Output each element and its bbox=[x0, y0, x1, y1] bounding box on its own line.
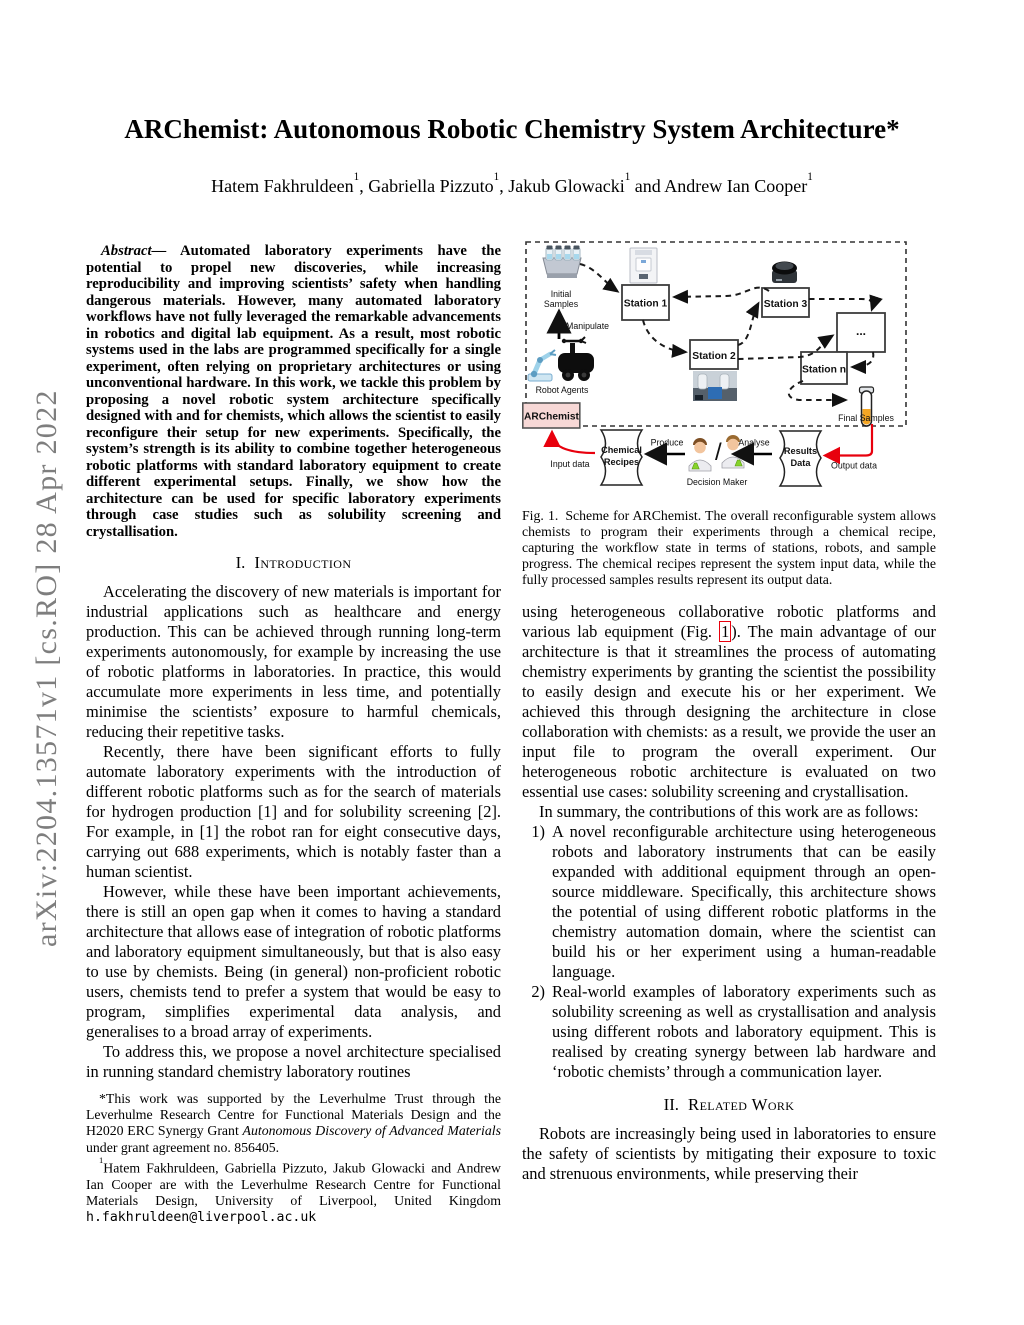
author-name: Gabriella Pizzuto bbox=[368, 176, 494, 196]
results-data-label: Results bbox=[783, 446, 818, 456]
results-data-scroll bbox=[780, 431, 821, 486]
paragraph: Recently, there have been significant efforts to fully automate laboratory experiments with the introduction of different robotic platforms such as for the search of materials for hydrogen production [1] and for solubility screening [2]. For example, in [1] the robot ran for eight consecutive days, carrying out 688 experiments, which is notably faster than a human scientist. bbox=[86, 742, 501, 881]
station-n-label: Station n bbox=[801, 364, 847, 376]
paragraph-text: using heterogeneous collaborative robotic platforms and various lab equipment (Fig. bbox=[522, 601, 936, 641]
initial-samples-label: Samples bbox=[543, 299, 579, 309]
author-affiliation-mark: 1 bbox=[807, 170, 813, 183]
paragraph-text: ). The main advantage of our architecture is that it streamlines the process of automating chemistry experiments by granting the scientist the possibility to easily design and execute his or her experiment. We achieved this through designing the architecture in close collaboration with chemists: as a result, we provide the user an input file to program the overall experiment. Our heterogeneous robotic architecture is evaluated on two essential use cases: solubility screening and crystallisation. bbox=[522, 621, 936, 801]
analyse-label: Analyse bbox=[738, 437, 770, 448]
caption-text: Scheme for ARChemist. The overall reconfigurable system allows chemists to program their experiments through a chemical recipe, capturing the workflow state in terms of stations, robots, and sample progress. The chemical recipes represent the system input data, while the fully processed samples results represent its output data. bbox=[522, 508, 937, 587]
left-column bbox=[86, 243, 501, 1226]
section-label: Related Work bbox=[687, 1094, 795, 1114]
author-separator: , bbox=[359, 176, 369, 196]
footnote-text: Hatem Fakhruldeen, Gabriella Pizzuto, Jakub Glowacki and Andrew Ian Cooper are with the Leverhulme Research Centre for Functional Materials Design, University of Liverpool, United Kingdom bbox=[86, 1160, 501, 1208]
chemical-recipes-label: Recipes bbox=[603, 457, 640, 467]
contributions-list bbox=[522, 822, 936, 1082]
contact-email: h.fakhruldeen@liverpool.ac.uk bbox=[86, 1210, 317, 1226]
section-heading-introduction bbox=[86, 553, 501, 573]
right-column bbox=[522, 240, 936, 1184]
list-item bbox=[522, 982, 936, 1082]
author-name: Andrew Ian Cooper bbox=[664, 176, 808, 196]
chemical-recipes-scroll bbox=[601, 430, 642, 485]
manipulate-label: Manipulate bbox=[566, 321, 610, 331]
arxiv-watermark: arXiv:2204.13571v1 [cs.RO] 28 Apr 2022 bbox=[30, 389, 63, 947]
flow-station3-to-station1 bbox=[675, 288, 769, 297]
initial-samples-label: Initial bbox=[550, 289, 572, 299]
flow-samples-to-station1 bbox=[580, 264, 617, 291]
caption-lead: Fig. 1. bbox=[522, 508, 559, 523]
author-affiliation-mark: 1 bbox=[353, 170, 360, 183]
abstract-lead: Abstract— bbox=[101, 243, 167, 259]
grant-title: Autonomous Discovery of Advanced Materials bbox=[242, 1123, 501, 1139]
list-item-text: Real-world examples of laboratory experiments such as solubility screening as well as crystallisation and analysis using different robots and laboratory equipment. This is realised by creating synergy between lab hardware and ‘robotic chemists’ through a communication layer. bbox=[552, 981, 936, 1081]
author-name: Hatem Fakhruldeen bbox=[211, 176, 354, 196]
station1-device-icon bbox=[630, 248, 657, 283]
list-item-number: 2) bbox=[531, 981, 545, 1001]
section-label: Introduction bbox=[254, 553, 352, 572]
flow-station2-to-station3 bbox=[738, 304, 758, 345]
archemist-label: ARChemist bbox=[524, 411, 579, 423]
final-samples-label: Final Samples bbox=[838, 413, 894, 423]
paragraph: In summary, the contributions of this work are as follows: bbox=[539, 801, 919, 821]
input-data-label: Input data bbox=[550, 459, 590, 469]
output-data-arrow bbox=[827, 424, 872, 456]
station2-photo bbox=[693, 371, 737, 401]
author-affiliation-mark: 1 bbox=[493, 170, 500, 183]
produce-label: Produce bbox=[650, 437, 684, 448]
paper-title: ARChemist: Autonomous Robotic Chemistry System Architecture* bbox=[124, 114, 900, 144]
decision-maker-icon bbox=[689, 435, 744, 471]
robot-arm-icon bbox=[528, 350, 556, 381]
list-item bbox=[522, 822, 936, 982]
section-number: I. bbox=[235, 553, 246, 572]
station-ellipsis-label: ... bbox=[855, 324, 867, 338]
footnote-block bbox=[86, 1091, 501, 1226]
station-1-label: Station 1 bbox=[623, 298, 668, 310]
funding-footnote bbox=[86, 1091, 501, 1156]
robot-agents-label: Robot Agents bbox=[535, 385, 589, 395]
section-number: II. bbox=[663, 1094, 679, 1114]
author-affiliation-mark: 1 bbox=[624, 170, 631, 183]
author-separator: , bbox=[499, 176, 509, 196]
author-separator: and bbox=[630, 176, 665, 196]
output-data-label: Output data bbox=[831, 460, 877, 471]
figure-1-caption bbox=[522, 508, 936, 588]
paragraph: However, while these have been important achievements, there is still an open gap when it comes to having a standard architecture that allows ease of integration of robotic platforms and laboratory equipment simultaneously, but that is also easy to use by chemists. Being (in general) non-proficient robotic users, chemists tend to prefer a system that would be easy to program, simplifies experimental data analysis, and generalises to a broad array of experiments. bbox=[86, 882, 501, 1041]
chemical-recipes-label: Chemical bbox=[601, 445, 642, 455]
input-data-arrow bbox=[552, 434, 595, 453]
initial-samples-icon bbox=[543, 246, 581, 279]
flow-station1-to-station2 bbox=[643, 320, 685, 352]
author-line bbox=[85, 170, 939, 197]
author-name: Jakub Glowacki bbox=[508, 176, 625, 196]
paragraph: To address this, we propose a novel architecture specialised in running standard chemistry laboratory routines bbox=[86, 1042, 501, 1081]
flow-station3-to-ellipsis bbox=[809, 299, 873, 309]
flow-ellipsis-to-stationn bbox=[853, 352, 873, 367]
figure-1-link[interactable]: 1 bbox=[721, 621, 730, 641]
paragraph bbox=[522, 602, 936, 802]
affiliation-mark: 1 bbox=[99, 1154, 104, 1165]
list-item-number: 1) bbox=[531, 821, 545, 841]
paragraph: Accelerating the discovery of new materials is important for industrial applications such as healthcare and energy production. This can be achieved through running long-term experiments autonomously, for example by increasing the use of robotic platforms in laboratories. In practice, this would accumulate more experiments in less time, and potentially minimise the scientists’ exposure to harmful chemicals, reducing their repetitive tasks. bbox=[86, 582, 501, 741]
abstract bbox=[86, 243, 501, 540]
figure-1-diagram bbox=[522, 240, 936, 498]
station3-device-icon bbox=[772, 262, 797, 284]
results-data-label: Data bbox=[790, 458, 811, 468]
decision-maker-label: Decision Maker bbox=[686, 477, 748, 487]
mobile-robot-icon bbox=[558, 337, 594, 381]
footnote-text: under grant agreement no. 856405. bbox=[86, 1139, 280, 1155]
affiliation-footnote bbox=[86, 1156, 501, 1226]
station-3-label: Station 3 bbox=[763, 299, 808, 310]
paragraph: Robots are increasingly being used in laboratories to ensure the safety of scientists by mitigating their exposure to toxic and strenuous environments, while preserving their bbox=[522, 1123, 936, 1183]
footnote-text: *This work was supported by the Leverhulme Trust through the Leverhulme Research Centre for Functional Materials Design and the H2020 ERC Synergy Grant bbox=[86, 1091, 501, 1139]
section-heading-related-work bbox=[522, 1095, 936, 1115]
abstract-text: Automated laboratory experiments have the potential to propel new discoveries, while increasing reproducibility and improving scientists’ safety when handling dangerous materials. However, many automated laboratory workflows have not fully leveraged the remarkable advancements in robotics and digital lab equipment. As a result, most robotic systems used in the labs are programmed specifically for a single experiment, often relying on proprietary architectures or using unconventional hardware. In this work, we tackle this problem by proposing a novel robotic system architecture specifically designed with and for chemists, which allows the scientist to easily reconfigure their setup for new experiments. Specifically, the system’s strength is its ability to combine together heterogeneous robotic platforms with standard laboratory equipment to create different experimental setups. Finally, we show how the architecture can be used for specific laboratory experiments through case studies such as solubility screening and crystallisation. bbox=[86, 243, 501, 540]
station-2-label: Station 2 bbox=[692, 351, 736, 362]
slash-divider: / bbox=[715, 439, 722, 466]
list-item-text: A novel reconfigurable architecture using heterogeneous robots and laboratory instruments that can be easily expanded with additional equipment through an open-source middleware. Specifically, this architecture shows the potential of using different robotic platforms in the chemistry automation domain, where the scientist can build his or her experiment using a human-readable language. bbox=[552, 821, 936, 981]
